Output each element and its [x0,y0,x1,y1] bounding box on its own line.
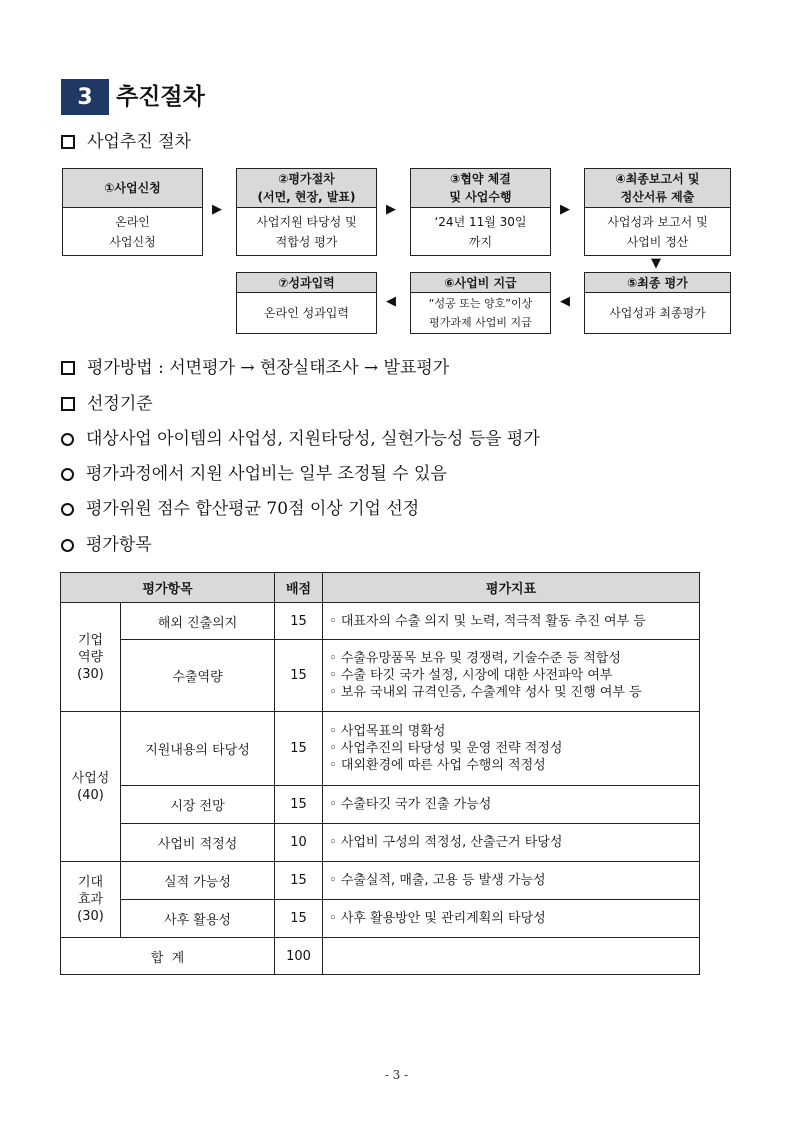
table-row [61,603,700,640]
flow-step-2 [236,168,377,256]
arrow-left-icon: ◀ [560,294,570,309]
flow-step-7-head [237,273,376,293]
score-cell: 15 [275,603,323,640]
flow-step-1-body-line: 사업신청 [109,235,156,249]
table-row [61,712,700,786]
flow-step-4-body [585,208,730,256]
indicator-cell [323,824,700,862]
checkbox-square-icon [61,361,75,375]
header-indicator: 평가지표 [323,573,700,603]
group-label-line: 역량 [77,649,104,665]
flow-step-6 [410,272,551,334]
table-row [61,862,700,900]
arrow-down-icon: ▼ [651,256,661,271]
indicator-line: ◦ 사업비 구성의 적정성, 산출근거 타당성 [329,835,563,850]
table-total-row [61,938,700,975]
arrow-right-icon: ▶ [560,202,570,217]
flow-step-5-body-line: 사업성과 최종평가 [609,306,706,320]
score-cell: 15 [275,900,323,938]
indicator-line: ◦ 수출유망품목 보유 및 경쟁력, 기술수준 등 적합성 [329,651,621,666]
total-label: 합 계 [61,938,275,975]
indicator-line: ◦ 사후 활용방안 및 관리계획의 타당성 [329,911,546,926]
indicator-cell [323,786,700,824]
group-label-line: 사업성 [71,770,110,786]
indicator-cell [323,900,700,938]
method-line [61,356,449,380]
header-item: 평가항목 [61,573,275,603]
flow-step-1 [62,168,203,256]
score-cell: 15 [275,786,323,824]
flow-step-7-head-line: ⑦성과입력 [278,275,335,290]
criteria-item-text: 평가위원 점수 합산평균 70점 이상 기업 선정 [86,499,420,519]
flow-step-3-body-line: ‘24년 11월 30일 [434,215,527,229]
indicator-line: ◦ 수출타깃 국가 진출 가능성 [329,797,492,812]
page-number: - 3 - [384,1068,409,1082]
flow-step-7-body-line: 온라인 성과입력 [264,306,349,320]
flow-step-5-head [585,273,730,293]
header-score: 배점 [275,573,323,603]
flow-step-6-head-line: ⑥사업비 지급 [444,275,517,290]
flow-step-3-body-line: 까지 [468,235,493,249]
criteria-item [61,427,540,451]
evaluation-table [60,572,700,975]
flow-step-6-body-line: 평가과제 사업비 지급 [429,316,532,329]
flow-step-2-head-line: (서면, 현장, 발표) [257,190,356,204]
group-cell-company [61,603,121,712]
criteria-item-text: 평가과정에서 지원 사업비는 일부 조정될 수 있음 [86,464,447,484]
section-title: 추진절차 [116,84,205,110]
flow-step-1-body [63,208,202,256]
table-row [61,786,700,824]
group-cell-business [61,712,121,862]
flow-step-5-head-line: ⑤최종 평가 [627,275,688,290]
score-cell: 15 [275,862,323,900]
flow-step-3-body [411,208,550,256]
flow-step-4-head [585,169,730,208]
total-indicator-empty [323,938,700,975]
flow-step-5-body [585,293,730,333]
flow-step-3-head [411,169,550,208]
arrow-left-icon: ◀ [386,294,396,309]
indicator-line: ◦ 사업추진의 타당성 및 운영 전략 적정성 [329,741,563,756]
item-cell: 해외 진출의지 [121,603,275,640]
checkbox-square-icon [61,397,75,411]
flow-step-5 [584,272,731,334]
score-cell: 15 [275,712,323,786]
indicator-line: ◦ 수출 타깃 국가 설정, 시장에 대한 사전파악 여부 [329,668,613,683]
flow-step-6-body [411,293,550,333]
flow-step-1-head-line: ①사업신청 [104,181,161,195]
flow-step-6-body-line: “성공 또는 양호”이상 [428,297,533,310]
table-header-row [61,573,700,603]
flow-step-2-body [237,208,376,256]
total-score: 100 [275,938,323,975]
criteria-item [61,462,447,486]
criteria-heading [61,392,153,416]
procedure-heading-text: 사업추진 절차 [87,132,191,152]
criteria-item [61,533,152,557]
procedure-heading [61,130,191,154]
group-label-line: 기업 [77,632,104,648]
circle-bullet-icon [61,539,74,552]
group-label-line: (30) [77,666,104,682]
flow-step-7-body [237,293,376,333]
item-cell: 지원내용의 타당성 [121,712,275,786]
table-row [61,900,700,938]
table-row [61,640,700,712]
indicator-cell [323,862,700,900]
flow-step-3-head-line: 및 사업수행 [449,190,512,204]
flow-step-6-head [411,273,550,293]
score-cell: 15 [275,640,323,712]
item-cell: 실적 가능성 [121,862,275,900]
flow-step-4-head-line: ④최종보고서 및 [615,172,700,186]
indicator-line: ◦ 대표자의 수출 의지 및 노력, 적극적 활동 추진 여부 등 [329,613,646,629]
flow-step-1-body-line: 온라인 [115,215,150,229]
group-label-line: (30) [77,909,104,924]
flow-step-4-body-line: 사업비 정산 [626,235,689,249]
flow-step-2-head-line: ②평가절차 [278,172,335,186]
flow-step-4-body-line: 사업성과 보고서 및 [607,215,708,229]
arrow-right-icon: ▶ [386,202,396,217]
circle-bullet-icon [61,503,74,516]
indicator-cell [323,640,700,712]
indicator-line: ◦ 사업목표의 명확성 [329,724,446,739]
item-cell: 사후 활용성 [121,900,275,938]
table-row [61,824,700,862]
checkbox-square-icon [61,135,75,149]
flow-step-2-head [237,169,376,208]
criteria-item-text: 평가항목 [86,535,152,555]
group-cell-effect [61,862,121,938]
group-label-line: 기대 [77,875,104,890]
flow-step-7 [236,272,377,334]
indicator-cell [323,603,700,640]
indicator-line: ◦ 보유 국내외 규격인증, 수출계약 성사 및 진행 여부 등 [329,685,642,700]
item-cell: 수출역량 [121,640,275,712]
score-cell: 10 [275,824,323,862]
criteria-item [61,497,419,521]
section-number-badge: 3 [61,79,109,115]
method-line-text: 평가방법 : 서면평가 → 현장실태조사 → 발표평가 [87,358,450,378]
indicator-line: ◦ 수출실적, 매출, 고용 등 발생 가능성 [329,873,546,888]
flow-step-4-head-line: 정산서류 제출 [620,190,695,204]
item-cell: 시장 전망 [121,786,275,824]
flow-step-2-body-line: 사업지원 타당성 및 [256,215,357,229]
circle-bullet-icon [61,468,74,481]
group-label-line: 효과 [77,892,104,907]
flow-step-3 [410,168,551,256]
group-label-line: (40) [77,787,104,803]
indicator-line: ◦ 대외환경에 따른 사업 수행의 적정성 [329,758,546,773]
item-cell: 사업비 적정성 [121,824,275,862]
indicator-cell [323,712,700,786]
flow-step-4 [584,168,731,256]
circle-bullet-icon [61,433,74,446]
flow-step-3-head-line: ③협약 체결 [450,172,511,186]
flow-step-1-head [63,169,202,208]
arrow-right-icon: ▶ [212,202,222,217]
criteria-item-text: 대상사업 아이템의 사업성, 지원타당성, 실현가능성 등을 평가 [86,429,540,449]
criteria-heading-text: 선정기준 [87,394,153,414]
flow-step-2-body-line: 적합성 평가 [275,235,338,249]
